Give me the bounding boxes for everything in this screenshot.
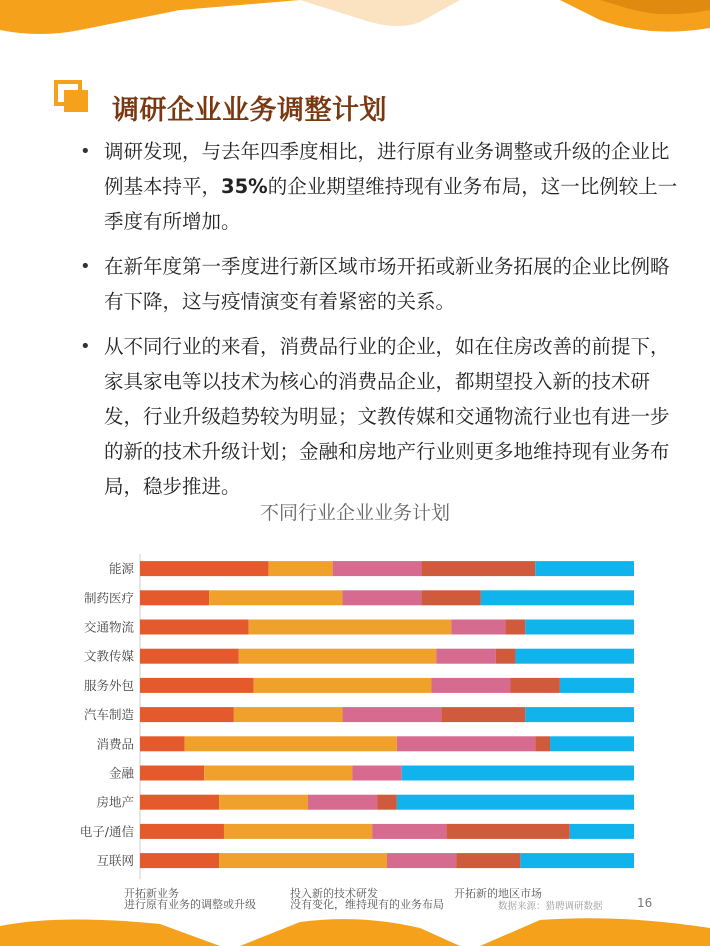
bar-segment: [184, 736, 396, 751]
bar-segment: [372, 824, 446, 839]
bar-segment: [343, 707, 442, 722]
top-decor-shape-left: [0, 0, 300, 34]
bullet-item-2: [78, 249, 678, 319]
bar-segment: [140, 766, 204, 781]
legend-item-4: 进行原有业务的调整或升级: [124, 898, 256, 911]
category-label: 文教传媒: [83, 648, 134, 664]
bar-segment: [268, 561, 332, 576]
bar-segment: [397, 795, 634, 810]
bar-segment: [140, 707, 234, 722]
bar-segment: [515, 649, 634, 664]
stacked-bar-chart: [0, 540, 710, 885]
bar-segment: [308, 795, 377, 810]
bar-segment: [377, 795, 397, 810]
bar-segment: [140, 795, 219, 810]
bar-segment: [446, 824, 570, 839]
bar-segment: [140, 620, 249, 635]
bottom-decor-band: [0, 914, 710, 946]
legend-item-2: 投入新的技术研发: [290, 887, 378, 900]
data-source-note: 数据来源：猎聘调研数据: [498, 901, 603, 912]
bullet-dot-icon: •: [80, 336, 91, 357]
category-label: 能源: [108, 561, 134, 577]
bottom-decor-shape-mid: [240, 919, 460, 946]
bar-segment: [219, 853, 387, 868]
bar-segment: [387, 853, 456, 868]
bar-segment: [436, 649, 495, 664]
title-square-icon: [54, 80, 90, 114]
bullet-item-1: [78, 134, 678, 239]
bottom-decor-shape-right: [480, 918, 710, 946]
category-label: 制药医疗: [83, 590, 134, 606]
bar-segment: [397, 736, 535, 751]
bar-segment: [140, 561, 268, 576]
bar-segment: [204, 766, 352, 781]
bullet-1-text-before: 调研发现，与去年四季度相比，进行原有业务调整或升级的企业比例基本持平，: [104, 140, 670, 198]
category-label: 汽车制造: [83, 707, 134, 723]
title-block: [54, 80, 694, 130]
legend-item-5: 没有变化，维持现有的业务布局: [290, 898, 444, 911]
bar-segment: [525, 620, 634, 635]
bar-segment: [140, 853, 219, 868]
bar-segment: [511, 678, 560, 693]
bar-segment: [422, 590, 481, 605]
bullet-3-text: 从不同行业的来看，消费品行业的企业，如在住房改善的前提下，家具家电等以技术为核心的消费品企业，都期望投入新的技术研发，行业升级趋势较为明显；文教传媒和交通物流行业也有进一步的新的技术升级计划；金融和房地产行业则更多地维持现有业务布局，稳步推进。: [104, 335, 670, 498]
bar-segment: [506, 620, 526, 635]
bar-segment: [520, 853, 634, 868]
category-label: 服务外包: [83, 677, 134, 693]
top-decor-shape-mid: [300, 0, 460, 26]
bar-segment: [431, 678, 510, 693]
bar-segment: [209, 590, 342, 605]
page-title: 调研企业业务调整计划: [112, 95, 387, 126]
category-label: 交通物流: [83, 619, 134, 635]
bar-segment: [496, 649, 516, 664]
category-label: 金融: [108, 765, 134, 781]
bar-segment: [140, 649, 239, 664]
bar-segment: [525, 707, 634, 722]
bar-segment: [140, 736, 184, 751]
category-label: 互联网: [96, 853, 134, 869]
bar-segment: [333, 561, 422, 576]
bar-segment: [535, 736, 550, 751]
bullet-item-3: [78, 329, 678, 504]
bar-segment: [343, 590, 422, 605]
bar-segment: [550, 736, 634, 751]
bar-segment: [224, 824, 372, 839]
legend-item-3: 开拓新的地区市场: [454, 887, 542, 900]
bar-segment: [254, 678, 432, 693]
bullet-2-text: 在新年度第一季度进行新区域市场开拓或新业务拓展的企业比例略有下降，这与疫情演变有着紧密的关系。: [104, 255, 670, 313]
category-label: 电子/通信: [79, 823, 134, 839]
bar-segment: [451, 620, 505, 635]
bar-segment: [140, 678, 254, 693]
bar-segment: [234, 707, 343, 722]
bar-segment: [140, 824, 224, 839]
bar-segment: [570, 824, 634, 839]
category-label: 房地产: [96, 794, 134, 810]
bullet-dot-icon: •: [80, 256, 91, 277]
bar-segment: [352, 766, 401, 781]
bar-segment: [456, 853, 520, 868]
bar-segment: [239, 649, 437, 664]
chart-title: 不同行业企业业务计划: [259, 502, 450, 524]
bar-segment: [402, 766, 634, 781]
category-label: 消费品: [96, 736, 134, 752]
page-number: 16: [637, 896, 653, 910]
legend-item-1: 开拓新业务: [124, 887, 179, 900]
bar-segment: [481, 590, 634, 605]
bar-segment: [140, 590, 209, 605]
bar-segment: [441, 707, 525, 722]
bullet-1-text-bold: 35%: [221, 175, 268, 198]
bullet-1-text-after: 的企业期望维持现有业务布局，这一比例较上一季度有所增加。: [104, 175, 678, 233]
bottom-decor-shape-left: [0, 919, 220, 946]
bar-segment: [560, 678, 634, 693]
bar-segment: [535, 561, 634, 576]
bullet-list: [78, 134, 678, 514]
bar-segment: [219, 795, 308, 810]
bar-segment: [422, 561, 536, 576]
top-decor-band: [0, 0, 710, 40]
bar-segment: [249, 620, 452, 635]
bullet-dot-icon: •: [80, 141, 91, 162]
